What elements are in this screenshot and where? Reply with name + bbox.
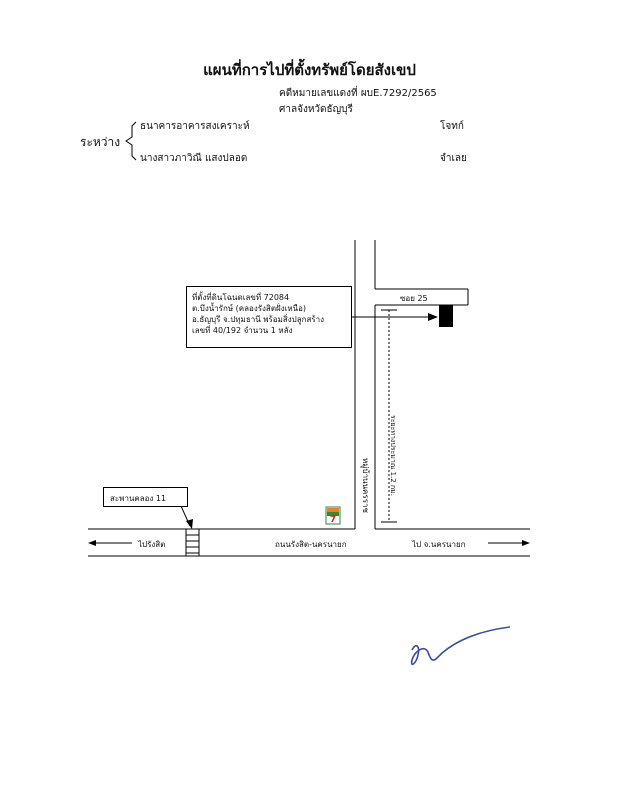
property-info-line: อ.ธัญบุรี จ.ปทุมธานี พร้อมสิ่งปลูกสร้าง — [192, 315, 325, 324]
property-marker — [439, 305, 453, 327]
soi-label: ซอย 25 — [400, 294, 428, 303]
bridge-label: สะพานคลอง 11 — [110, 494, 167, 503]
plaintiff-name: ธนาคารอาคารสงเคราะห์ — [140, 121, 250, 132]
signature — [412, 627, 510, 664]
right-arrowhead — [522, 540, 530, 546]
property-info-box — [186, 286, 352, 348]
defendant-name: นางสาวภาวิณี แสงปลอด — [140, 153, 248, 164]
case-number: คดีหมายเลขแดงที่ ผบE.7292/2565 — [279, 88, 437, 99]
between-label: ระหว่าง — [80, 135, 121, 149]
bridge-label-box — [103, 487, 188, 507]
store-logo-orange — [327, 508, 339, 512]
property-info-line: ต.บึงน้ำรักษ์ (คลองรังสิตฝั่งเหนือ) — [192, 304, 307, 313]
court-name: ศาลจังหวัดธัญบุรี — [279, 104, 353, 115]
left-arrowhead — [88, 540, 96, 546]
party-bracket — [126, 122, 136, 160]
village-road-label: หมู่บ้านนครราช — [361, 458, 370, 513]
distance-label: ระยะทางประมาณ 1.2 กม. — [389, 415, 397, 497]
to-left-label: ไปรังสิต — [138, 540, 166, 549]
to-right-label: ไป จ.นครนายก — [412, 540, 466, 549]
plaintiff-role: โจทก์ — [440, 121, 464, 132]
defendant-role: จำเลย — [440, 153, 467, 164]
property-info-line: ที่ตั้งที่ดินโฉนดเลขที่ 72084 — [192, 293, 290, 302]
store-logo-text: 7 — [329, 515, 337, 525]
document-title: แผนที่การไปที่ตั้งทรัพย์โดยสังเขป — [203, 61, 416, 79]
property-info-line: เลขที่ 40/192 จำนวน 1 หลัง — [192, 326, 293, 335]
property-pointer-arrowhead — [428, 313, 438, 321]
main-road-label: ถนนรังสิต-นครนายก — [275, 540, 347, 549]
